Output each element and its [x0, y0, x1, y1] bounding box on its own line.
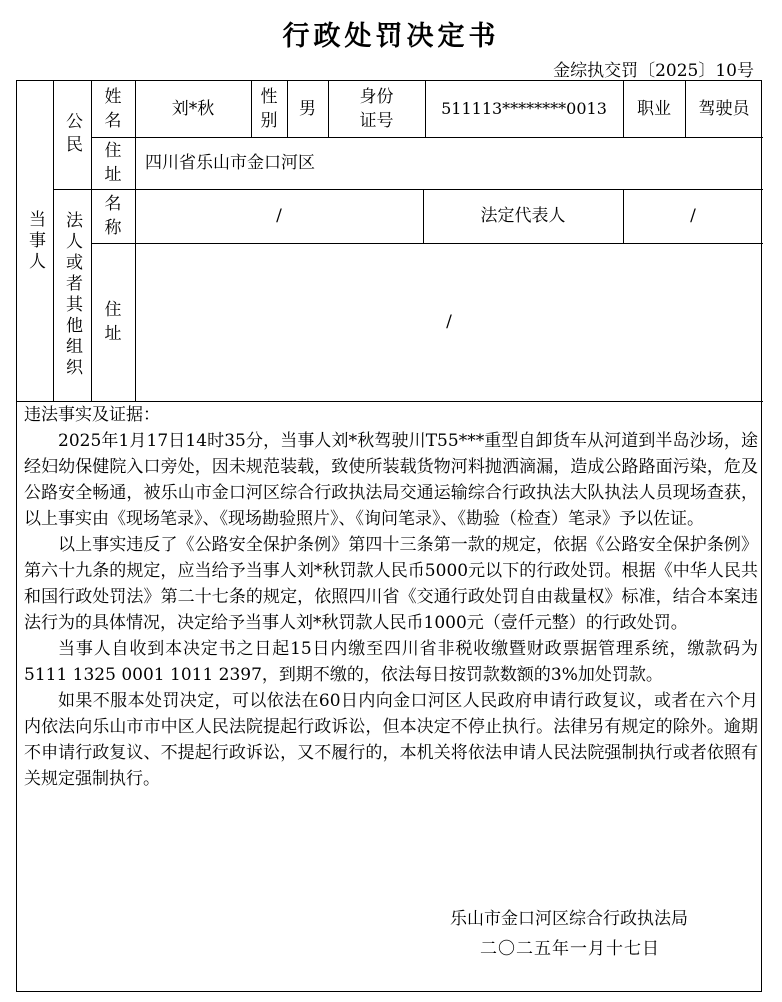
org-address-label: 住址 [104, 300, 122, 344]
document-title: 行政处罚决定书 [282, 21, 500, 52]
violation-paragraph: 以上事实违反了《公路安全保护条例》第四十三条第一款的规定，依据《公路安全保护条例》第六十九条的规定，应当给予当事人刘*秋罚款人民币5000元以下的行政处罚。根据《中华人民共和国行政处罚法》第二十七条的规定，依照四川省《交通行政处罚自由裁量权》标准，结合本案违法行为的具体情况，决定给予当事人刘*秋罚款人民币1000元（壹仟元整）的行政处罚。 [24, 535, 758, 633]
document-number: 金综执交罚〔2025〕10号 [553, 61, 754, 81]
name-label: 姓名 [104, 87, 122, 131]
citizen-header: 公民 [62, 112, 82, 158]
document-body [24, 402, 758, 792]
gender-label: 性别 [260, 87, 278, 131]
address-label: 住址 [104, 141, 122, 185]
id-label: 身份证号 [359, 87, 394, 131]
org-name: / [276, 206, 282, 226]
facts-heading: 违法事实及证据： [24, 405, 160, 425]
issue-date: 二〇二五年一月十七日 [480, 939, 660, 959]
citizen-id-number: 511113********0013 [441, 99, 607, 118]
issuing-authority: 乐山市金口河区综合行政执法局 [450, 909, 688, 929]
appeal-paragraph: 如果不服本处罚决定，可以依法在60日内向金口河区人民政府申请行政复议，或者在六个月内依法向乐山市市中区人民法院提起行政诉讼，但本决定不停止执行。法律另有规定的除外。逾期不申请行政复议、不提起行政诉讼，又不履行的，本机关将依法申请人民法院强制执行或者依照有关规定强制执行。 [24, 691, 758, 789]
org-name-label: 名称 [104, 194, 122, 238]
citizen-gender: 男 [299, 99, 316, 119]
occupation-label: 职业 [637, 99, 671, 119]
party-header: 当事人 [25, 209, 45, 273]
facts-paragraph: 2025年1月17日14时35分，当事人刘*秋驾驶川T55***重型自卸货车从河道到半岛沙场，途经妇幼保健院入口旁处，因未规范装载，致使所装载货物河料抛洒滴漏，造成公路路面污染，危及公路安全畅通，被乐山市金口河区综合行政执法局交通运输综合行政执法大队执法人员现场查获，以上事实由《现场笔录》、《现场勘验照片》、《询问笔录》、《勘验（检查）笔录》予以佐证。 [24, 431, 758, 529]
legal-rep-label: 法定代表人 [480, 206, 566, 226]
payment-paragraph: 当事人自收到本决定书之日起15日内缴至四川省非税收缴暨财政票据管理系统，缴款码为5111 1325 0001 1011 2397，到期不缴的，依法每日按罚款数额的3%加处罚款。 [24, 639, 758, 685]
citizen-name: 刘*秋 [171, 99, 215, 119]
organization-header: 法人或者其他组织 [62, 211, 82, 379]
citizen-occupation: 驾驶员 [698, 99, 750, 119]
citizen-address: 四川省乐山市金口河区 [145, 153, 315, 173]
legal-rep: / [690, 206, 696, 226]
org-address: / [446, 312, 452, 332]
signature-block [450, 904, 688, 964]
